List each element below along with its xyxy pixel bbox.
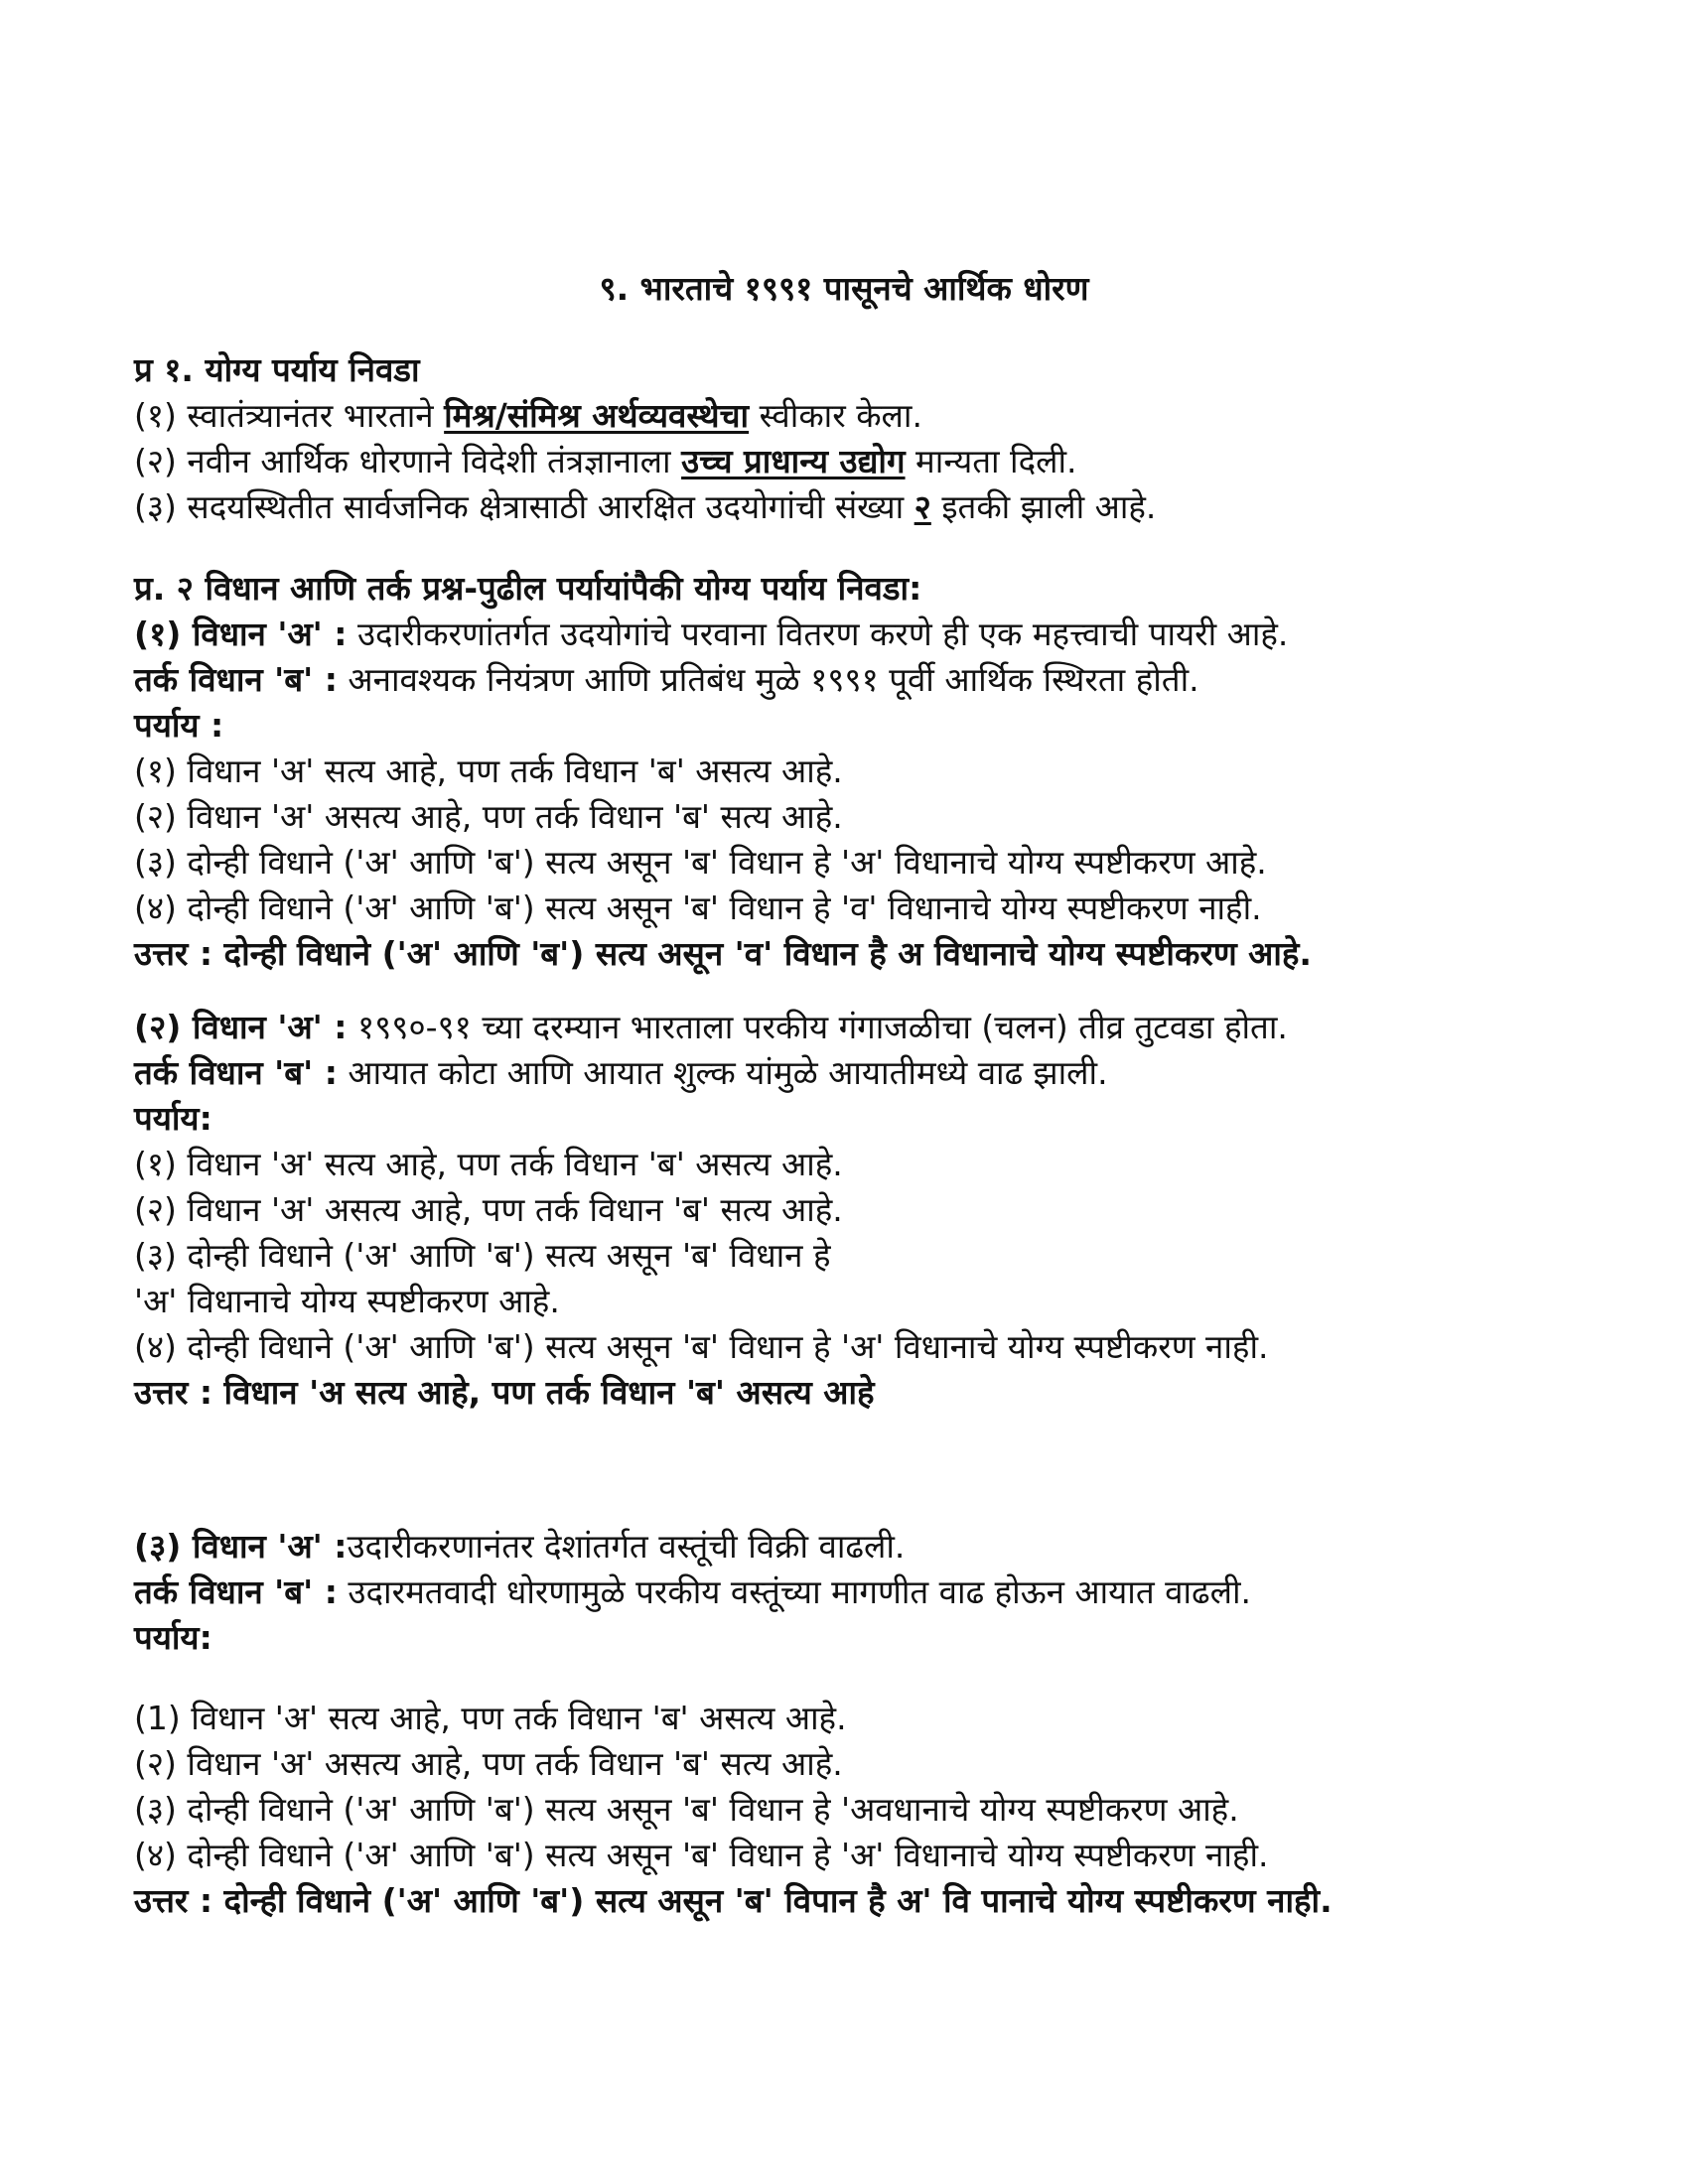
q1-item-3 [134, 484, 1156, 530]
reason-text: अनावश्यक नियंत्रण आणि प्रतिबंध मुळे १९९१ पूर्वी आर्थिक स्थिरता होती. [337, 660, 1199, 699]
option-item: (४) दोन्ही विधाने ('अ' आणि 'ब') सत्य असून 'ब' विधान हे 'अ' विधानाचे योग्य स्पष्टीकरण नाही. [134, 1327, 1269, 1366]
q1-item-answer: २ [914, 487, 931, 526]
q1-item-answer: उच्च प्राधान्य उद्योग [681, 442, 906, 480]
q1-item-text: इतकी झाली आहे. [930, 487, 1157, 526]
option-item: (३) दोन्ही विधाने ('अ' आणि 'ब') सत्य असून 'ब' विधान हे 'अ' विधानाचे योग्य स्पष्टीकरण आहे. [134, 843, 1267, 882]
option-item: (१) विधान 'अ' सत्य आहे, पण तर्क विधान 'ब' असत्य आहे. [134, 751, 843, 790]
option-item: (२) विधान 'अ' असत्य आहे, पण तर्क विधान 'ब' सत्य आहे. [134, 1190, 843, 1229]
option-item: 'अ' विधानाचे योग्य स्पष्टीकरण आहे. [134, 1282, 560, 1320]
q1-item-answer: मिश्र/संमिश्र अर्थव्यवस्थेचा [444, 396, 750, 435]
statement-label: (३) विधान 'अ' : [134, 1527, 348, 1566]
q1-item-2 [134, 439, 1077, 484]
statement-line [134, 1524, 905, 1570]
options-label: पर्याय : [134, 706, 224, 745]
option-item: (१) विधान 'अ' सत्य आहे, पण तर्क विधान 'ब' असत्य आहे. [134, 1145, 843, 1183]
answer-line: उत्तर : दोन्ही विधाने ('अ' आणि 'ब') सत्य असून 'ब' विपान है अ' वि पानाचे योग्य स्पष्टीकरण नाही. [134, 1881, 1333, 1920]
reason-line [134, 657, 1199, 703]
statement-text: उदारीकरणांतर्गत उदयोगांचे परवाना वितरण करणे ही एक महत्त्वाची पायरी आहे. [347, 614, 1289, 653]
reason-label: तर्क विधान 'ब' : [134, 1053, 338, 1092]
reason-line [134, 1570, 1251, 1615]
option-item: (२) विधान 'अ' असत्य आहे, पण तर्क विधान 'ब' सत्य आहे. [134, 797, 843, 836]
option-item: (३) दोन्ही विधाने ('अ' आणि 'ब') सत्य असून 'ब' विधान हे [134, 1236, 831, 1275]
reason-label: तर्क विधान 'ब' : [134, 660, 338, 699]
q2-heading: प्र. २ विधान आणि तर्क प्रश्न-पुढील पर्यायांपैकी योग्य पर्याय निवडा: [134, 569, 922, 608]
option-item: (1) विधान 'अ' सत्य आहे, पण तर्क विधान 'ब' असत्य आहे. [134, 1699, 847, 1737]
reason-line [134, 1050, 1108, 1096]
reason-label: तर्क विधान 'ब' : [134, 1572, 338, 1611]
options-label: पर्याय: [134, 1618, 212, 1657]
statement-text: १९९०-९१ च्या दरम्यान भारताला परकीय गंगाजळीचा (चलन) तीव्र तुटवडा होता. [347, 1008, 1288, 1046]
option-item: (२) विधान 'अ' असत्य आहे, पण तर्क विधान 'ब' सत्य आहे. [134, 1744, 843, 1783]
q1-item-text: मान्यता दिली. [905, 442, 1077, 480]
reason-text: उदारमतवादी धोरणामुळे परकीय वस्तूंच्या मागणीत वाढ होऊन आयात वाढली. [337, 1572, 1252, 1611]
answer-line: उत्तर : विधान 'अ सत्य आहे, पण तर्क विधान 'ब' असत्य आहे [134, 1373, 875, 1412]
option-item: (३) दोन्ही विधाने ('अ' आणि 'ब') सत्य असून 'ब' विधान हे 'अवधानाचे योग्य स्पष्टीकरण आहे. [134, 1790, 1239, 1829]
statement-line [134, 1005, 1288, 1050]
statement-label: (१) विधान 'अ' : [134, 614, 348, 653]
option-item: (४) दोन्ही विधाने ('अ' आणि 'ब') सत्य असून 'ब' विधान हे 'व' विधानाचे योग्य स्पष्टीकरण नाही. [134, 888, 1262, 927]
statement-text: उदारीकरणानंतर देशांतर्गत वस्तूंची विक्री वाढली. [347, 1527, 906, 1566]
q1-heading: प्र १. योग्य पर्याय निवडा [134, 350, 420, 389]
q1-item-1 [134, 393, 922, 439]
q1-item-text: (१) स्वातंत्र्यानंतर भारताने [134, 396, 445, 435]
q1-item-text: स्वीकार केला. [749, 396, 922, 435]
q1-item-text: (३) सदयस्थितीत सार्वजनिक क्षेत्रासाठी आरक्षित उदयोगांची संख्या [134, 487, 914, 526]
q1-item-text: (२) नवीन आर्थिक धोरणाने विदेशी तंत्रज्ञानाला [134, 442, 682, 480]
options-label: पर्याय: [134, 1099, 212, 1138]
reason-text: आयात कोटा आणि आयात शुल्क यांमुळे आयातीमध्ये वाढ झाली. [337, 1053, 1108, 1092]
statement-line [134, 612, 1288, 657]
option-item: (४) दोन्ही विधाने ('अ' आणि 'ब') सत्य असून 'ब' विधान हे 'अ' विधानाचे योग्य स्पष्टीकरण नाही. [134, 1836, 1269, 1874]
page-title: ९. भारताचे १९९१ पासूनचे आर्थिक धोरण [599, 269, 1089, 308]
answer-line: उत्तर : दोन्ही विधाने ('अ' आणि 'ब') सत्य असून 'व' विधान है अ विधानाचे योग्य स्पष्टीकरण आहे. [134, 934, 1312, 973]
statement-label: (२) विधान 'अ' : [134, 1008, 348, 1046]
